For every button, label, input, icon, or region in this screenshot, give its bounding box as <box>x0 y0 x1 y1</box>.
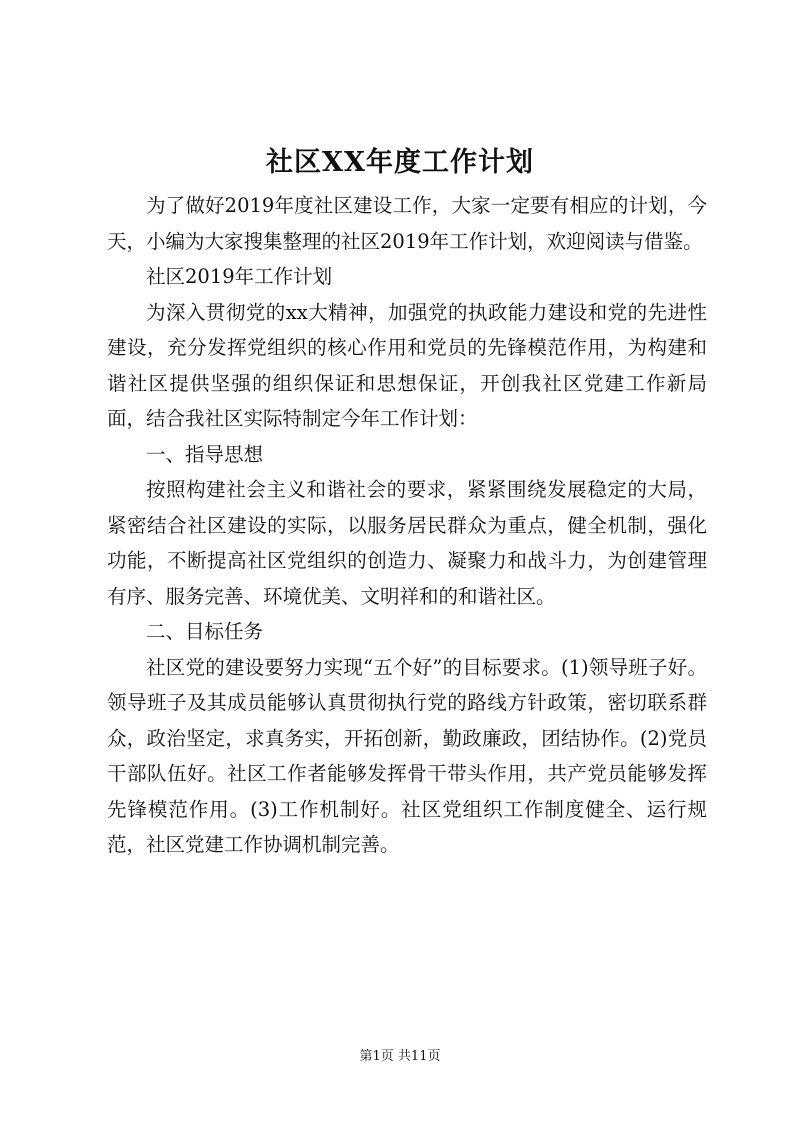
purpose-paragraph: 为深入贯彻党的xx大精神，加强党的执政能力建设和党的先进性建设，充分发挥党组织的核心作用和党员的先锋模范作用，为构建和谐社区提供坚强的组织保证和思想保证，开创我社区党建工作新局面，结合我社区实际特制定今年工作计划： <box>107 300 707 430</box>
document-body <box>107 188 707 863</box>
section-heading-goals: 二、目标任务 <box>146 620 264 643</box>
page-number-footer: 第1页 共11页 <box>359 1049 441 1064</box>
intro-paragraph: 为了做好2019年度社区建设工作，大家一定要有相应的计划，今天，小编为大家搜集整理的社区2019年工作计划，欢迎阅读与借鉴。 <box>107 194 707 253</box>
guiding-thought-paragraph: 按照构建社会主义和谐社会的要求，紧紧围绕发展稳定的大局，紧密结合社区建设的实际，以服务居民群众为重点，健全机制，强化功能，不断提高社区党组织的创造力、凝聚力和战斗力，为创建管理有序、服务完善、环境优美、文明祥和的和谐社区。 <box>107 478 707 608</box>
document-title: 社区XX年度工作计划 <box>266 147 534 178</box>
section-heading-guiding-thought: 一、指导思想 <box>146 442 264 466</box>
goals-paragraph: 社区党的建设要努力实现“五个好”的目标要求。(1)领导班子好。领导班子及其成员能够认真贯彻执行党的路线方针政策，密切联系群众，政治坚定，求真务实，开拓创新，勤政廉政，团结协作。(2)党员干部队伍好。社区工作者能够发挥骨干带头作用，共产党员能够发挥先锋模范作用。(3)工作机制好。社区党组织工作制度健全、运行规范，社区党建工作协调机制完善。 <box>107 655 707 856</box>
plan-subtitle: 社区2019年工作计划 <box>146 265 333 288</box>
